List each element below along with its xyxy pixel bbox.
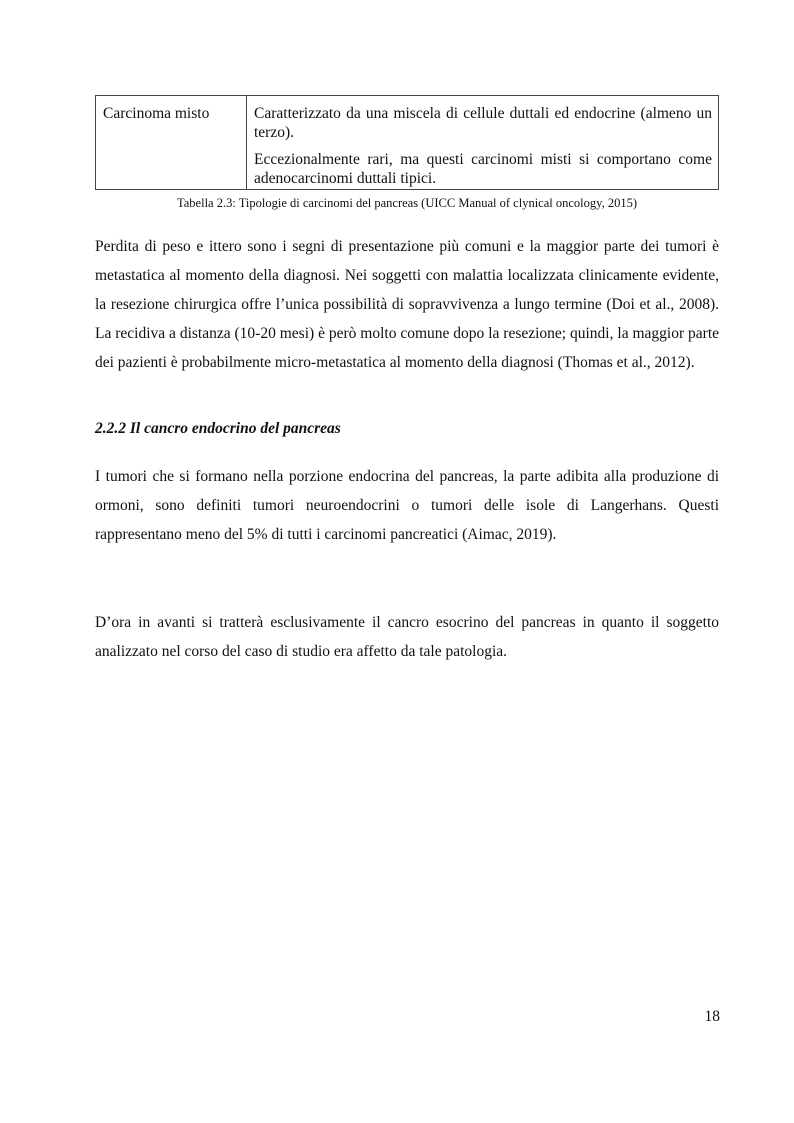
endocrine-paragraph: I tumori che si formano nella porzione endocrina del pancreas, la parte adibita alla produzione di ormoni, sono definiti tumori neuroendocrini o tumori delle isole di Langerhans. Questi rappresentano meno del 5% di tutti i carcinomi pancreatici (Aimac, 2019). xyxy=(95,468,719,543)
section-heading: 2.2.2 Il cancro endocrino del pancreas xyxy=(95,420,341,437)
conclusion-paragraph: D’ora in avanti si tratterà esclusivamente il cancro esocrino del pancreas in quanto il soggetto analizzato nel corso del caso di studio era affetto da tale patologia. xyxy=(95,614,719,660)
intro-paragraph: Perdita di peso e ittero sono i segni di presentazione più comuni e la maggior parte dei tumori è metastatica al momento della diagnosi. Nei soggetti con malattia localizzata clinicamente evidente, la resezione chirurgica offre l’unica possibilità di sopravvivenza a lungo termine (Doi et al., 2008). La recidiva a distanza (10-20 mesi) è però molto comune dopo la resezione; quindi, la maggior parte dei pazienti è probabilmente micro-metastatica al momento della diagnosi (Thomas et al., 2012). xyxy=(95,238,719,371)
carcinoma-description-cell xyxy=(247,96,719,190)
table-row xyxy=(96,96,719,190)
carcinoma-types-table xyxy=(95,95,719,190)
page-number: 18 xyxy=(704,1008,720,1025)
description-paragraph: Eccezionalmente rari, ma questi carcinomi misti si comportano come adenocarcinomi duttali tipici. xyxy=(254,151,712,187)
carcinoma-type-label: Carcinoma misto xyxy=(103,105,210,122)
carcinoma-type-cell xyxy=(96,96,247,190)
description-paragraph: Caratterizzato da una miscela di cellule duttali ed endocrine (almeno un terzo). xyxy=(254,105,712,141)
table-caption: Tabella 2.3: Tipologie di carcinomi del pancreas (UICC Manual of clynical oncology, 2015) xyxy=(176,196,637,210)
